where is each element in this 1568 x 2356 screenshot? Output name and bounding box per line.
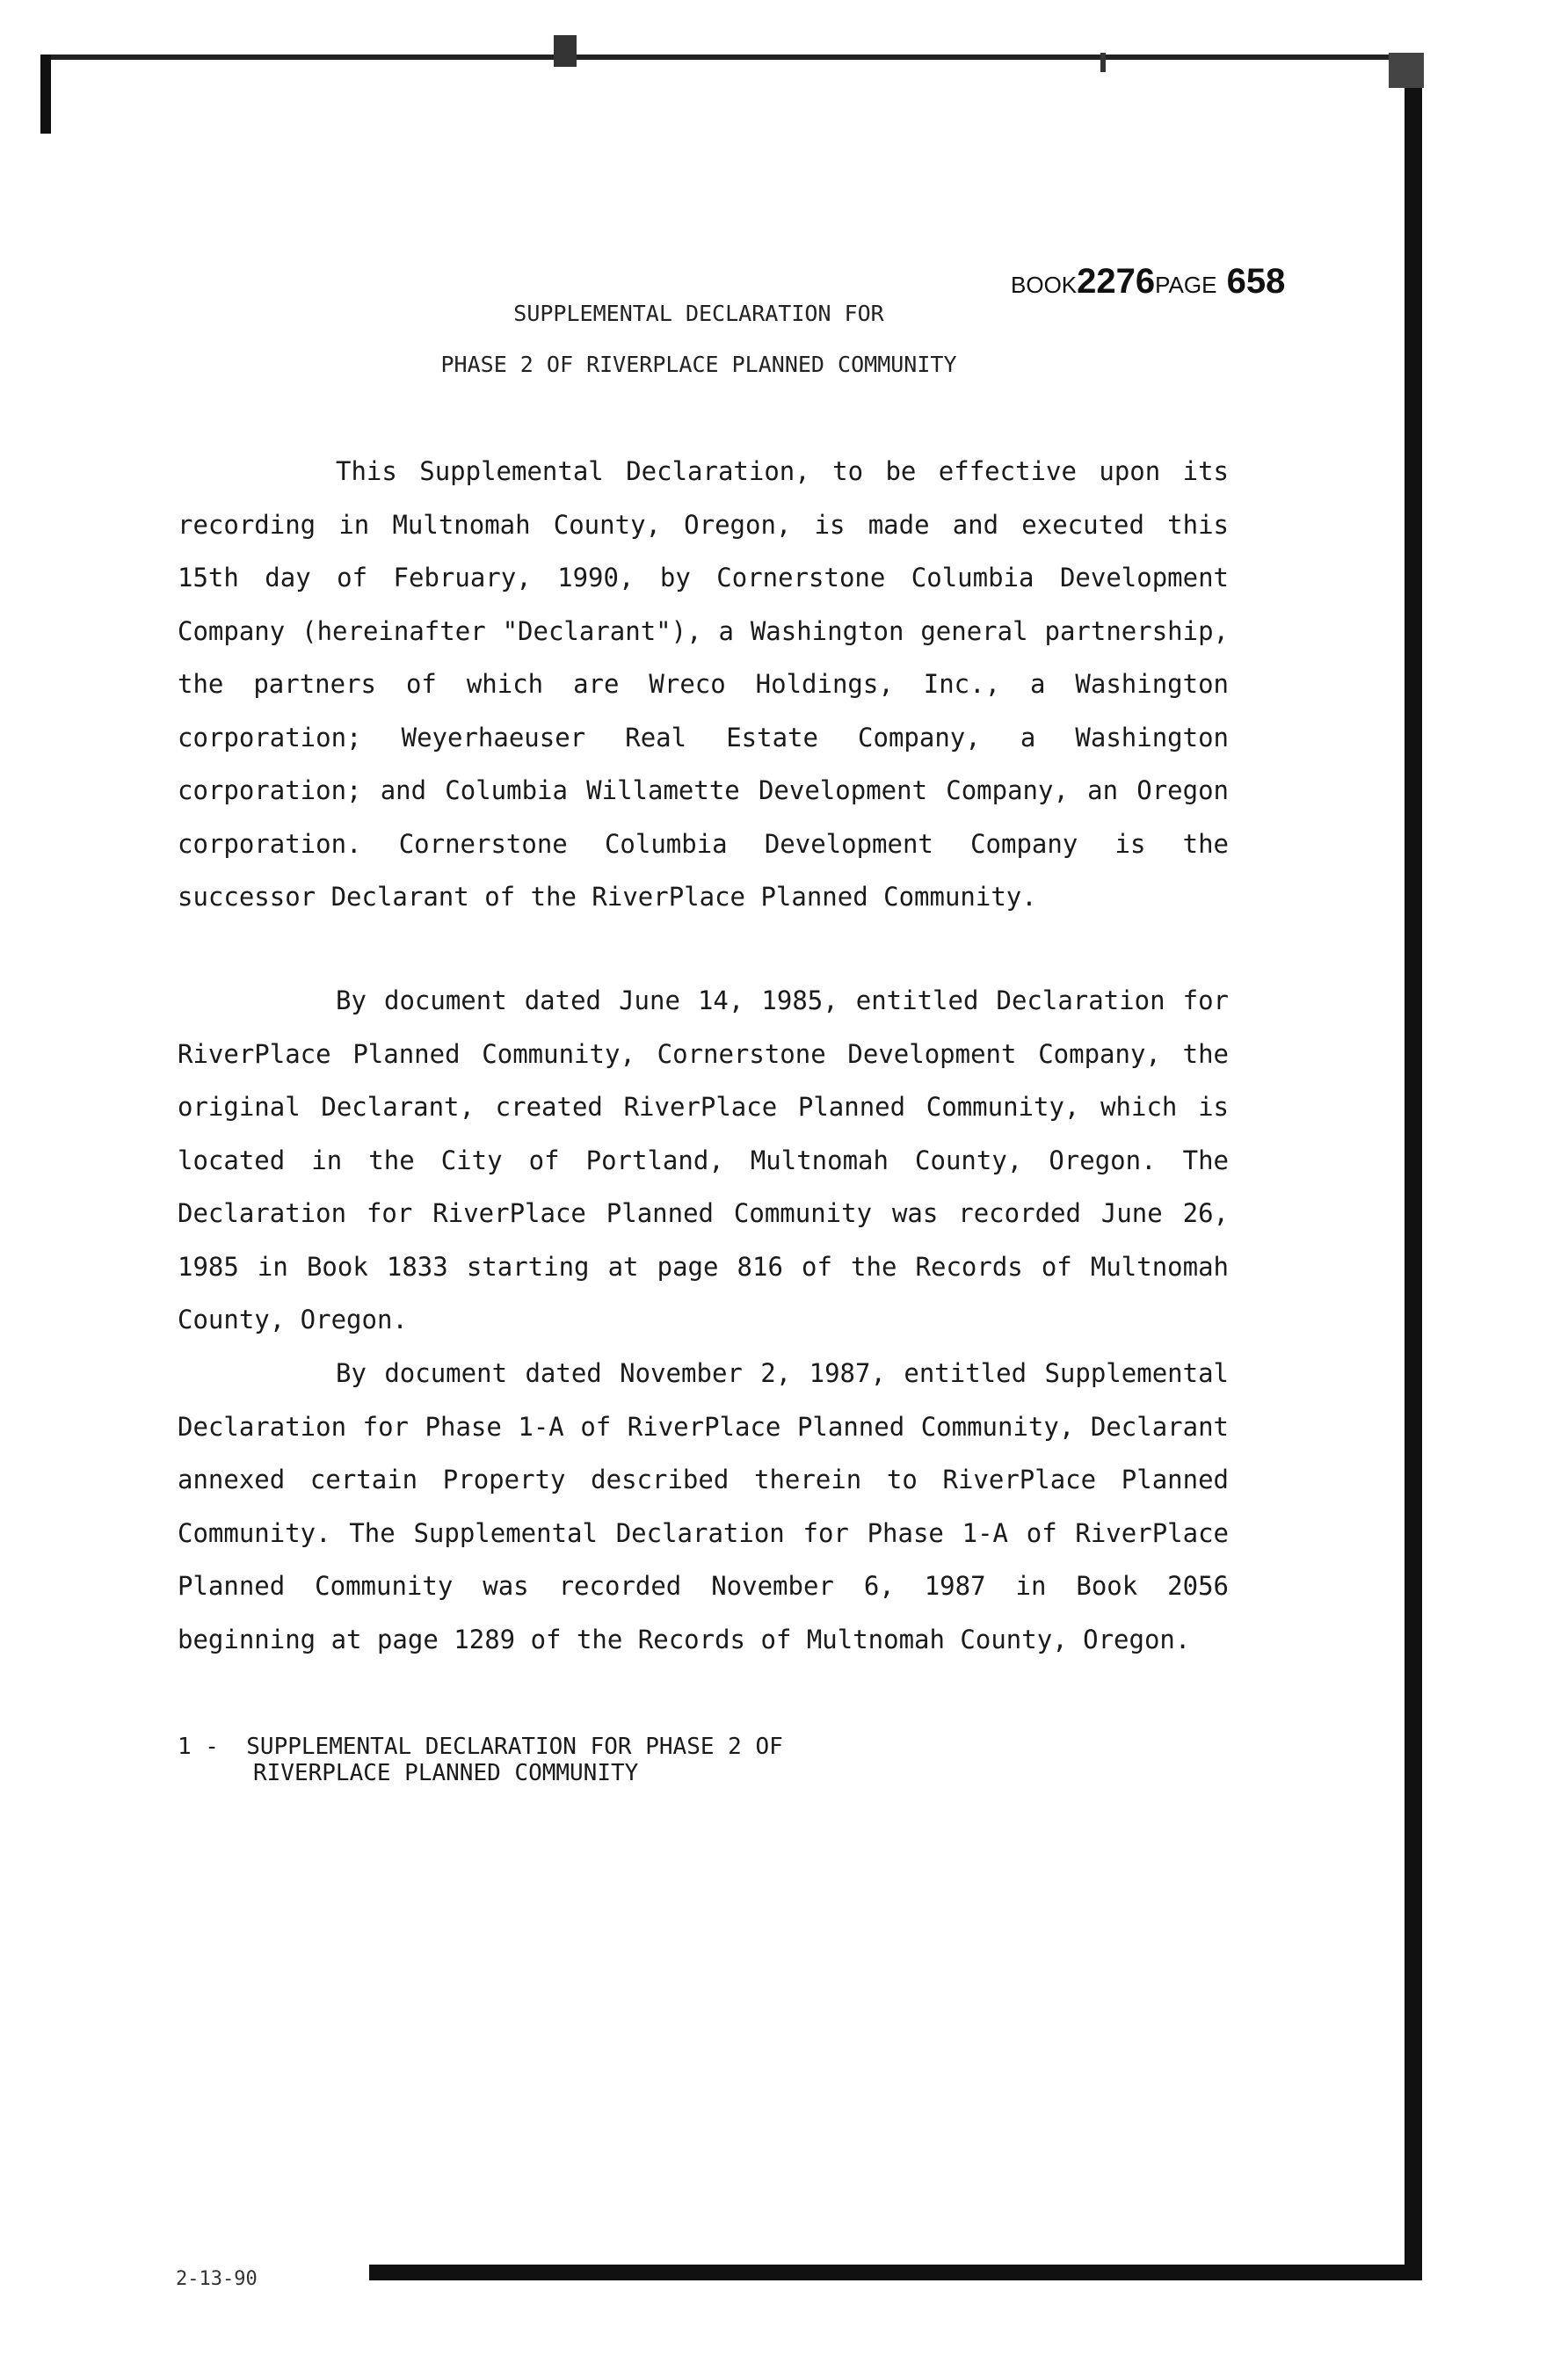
body-paragraph-3: By document dated November 2, 1987, entitled Supplemental Declaration for Phase 1-A of RiverPlace Planned Community, Declarant annexed certain Property described therein to RiverPlace Planned Community. The Supplemental Declaration for Phase 1-A of RiverPlace Planned Community was recorded November 6, 1987 in Book 2056 beginning at page 1289 of the Records of Multnomah County, Oregon. — [178, 1358, 1229, 1654]
body-paragraph-1: This Supplemental Declaration, to be effective upon its recording in Multnomah County, Oregon, is made and executed this 15th day of February, 1990, by Cornerstone Columbia Development Company (hereinafter "Declarant"), a Washington general partnership, the partners of which are Wreco Holdings, Inc., a Washington corporation; Weyerhaeuser Real Estate Company, a Washington corporation; and Columbia Willamette Development Company, an Oregon corporation. Cornerstone Columbia Development Company is the successor Declarant of the RiverPlace Planned Community. — [178, 456, 1229, 912]
page-number: 658 — [1226, 262, 1286, 301]
document-title-line1: SUPPLEMENTAL DECLARATION FOR — [513, 301, 884, 326]
scan-artifact — [554, 35, 577, 67]
body-paragraph-2: By document dated June 14, 1985, entitled Declaration for RiverPlace Planned Community, Cornerstone Development Company, the original Declarant, created RiverPlace Planned Community, which is located in the City of Portland, Multnomah County, Oregon. The Declaration for RiverPlace Planned Community was recorded June 26, 1985 in Book 1833 starting at page 816 of the Records of Multnomah County, Oregon. — [178, 985, 1229, 1334]
page-footer — [178, 1734, 783, 1786]
footer-title-line1: SUPPLEMENTAL DECLARATION FOR PHASE 2 OF — [246, 1734, 783, 1760]
footer-page-marker: 1 - — [178, 1734, 219, 1760]
footer-title-line2: RIVERPLACE PLANNED COMMUNITY — [253, 1760, 639, 1786]
book-page-stamp — [1011, 262, 1285, 302]
page-border-top — [42, 55, 1422, 60]
scan-artifact — [1100, 53, 1106, 72]
page-border-bottom — [369, 2265, 1422, 2280]
page-label: PAGE — [1155, 272, 1217, 298]
page-border-right — [1405, 88, 1422, 2268]
scan-artifact — [1389, 53, 1424, 88]
document-title-line2: PHASE 2 OF RIVERPLACE PLANNED COMMUNITY — [440, 352, 957, 377]
handwritten-date-note: 2-13-90 — [176, 2268, 258, 2290]
book-label: BOOK — [1011, 272, 1078, 298]
book-number: 2276 — [1077, 262, 1156, 301]
page-border-left — [40, 55, 51, 134]
